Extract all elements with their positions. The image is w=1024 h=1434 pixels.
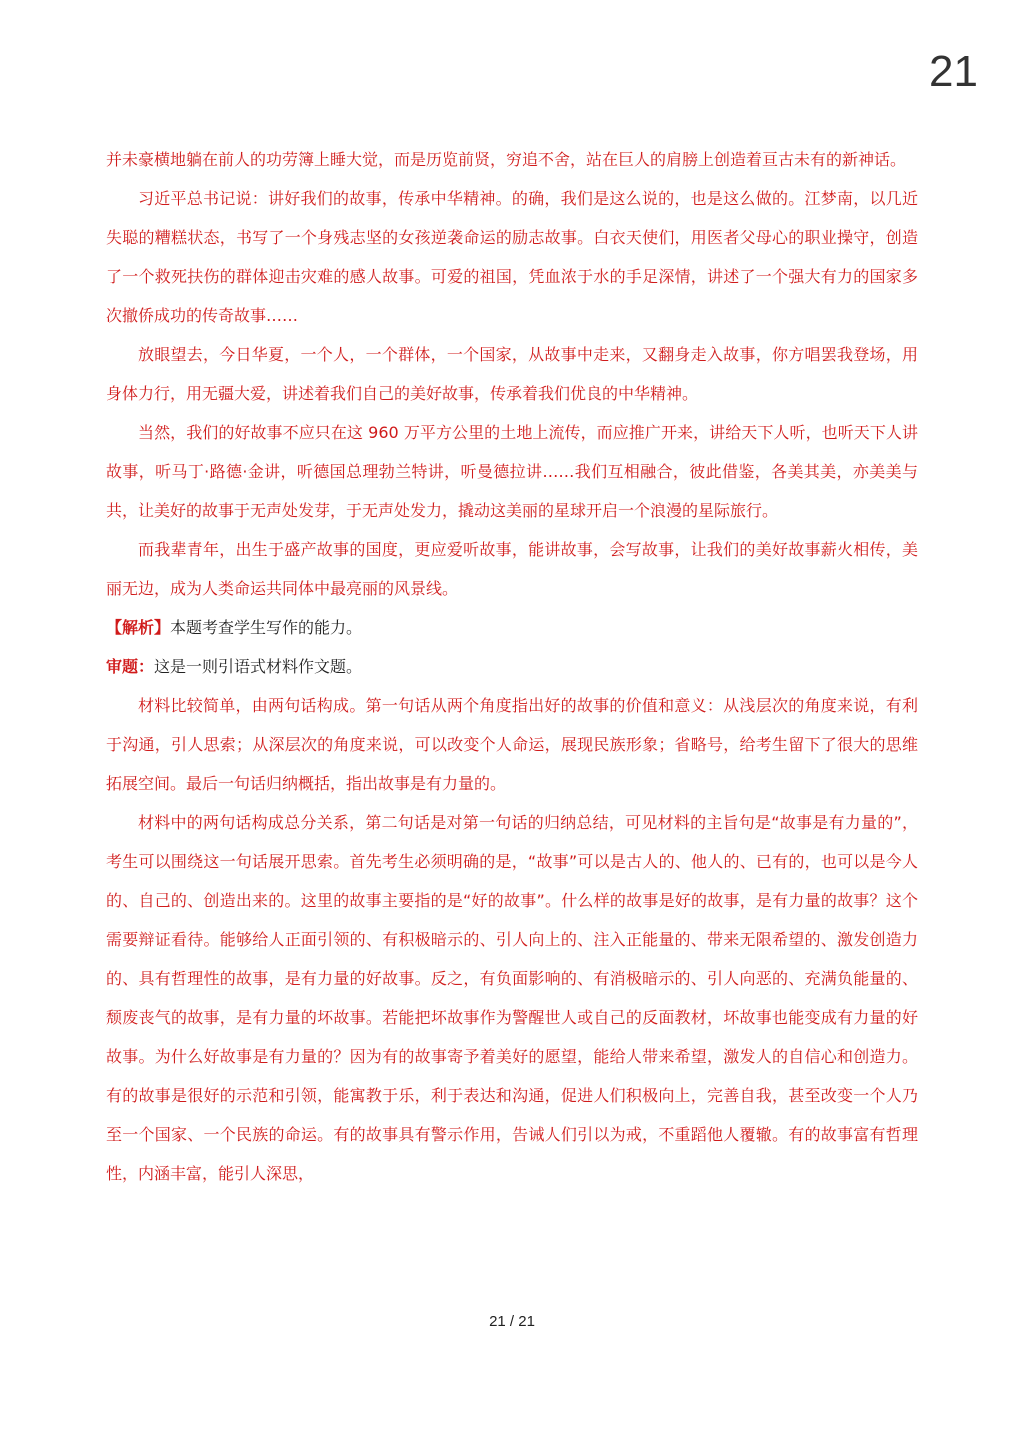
review-line [106, 647, 918, 686]
essay-paragraph-1: 并未豪横地躺在前人的功劳簿上睡大觉，而是历览前贤，穷追不舍，站在巨人的肩膀上创造着亘古未有的新神话。 [106, 150, 907, 169]
page-indicator: 21 / 21 [489, 1313, 535, 1330]
explanation-paragraph-2: 材料中的两句话构成总分关系，第二句话是对第一句话的归纳总结，可见材料的主旨句是“故事是有力量的”，考生可以围绕这一句话展开思索。首先考生必须明确的是，“故事”可以是古人的、他人的、已有的，也可以是今人的、自己的、创造出来的。这里的故事主要指的是“好的故事”。什么样的故事是好的故事，是有力量的故事？这个需要辩证看待。能够给人正面引领的、有积极暗示的、引人向上的、注入正能量的、带来无限希望的、激发创造力的、具有哲理性的故事，是有力量的好故事。反之，有负面影响的、有消极暗示的、引人向恶的、充满负能量的、颓废丧气的故事，是有力量的坏故事。若能把坏故事作为警醒世人或自己的反面教材，坏故事也能变成有力量的好故事。为什么好故事是有力量的？因为有的故事寄予着美好的愿望，能给人带来希望，激发人的自信心和创造力。有的故事是很好的示范和引领，能寓教于乐，利于表达和沟通，促进人们积极向上，完善自我，甚至改变一个人乃至一个国家、一个民族的命运。有的故事具有警示作用，告诫人们引以为戒，不重蹈他人覆辙。有的故事富有哲理性，内涵丰富，能引人深思， [106, 813, 918, 1183]
essay-paragraph-3: 放眼望去，今日华夏，一个人，一个群体，一个国家，从故事中走来，又翻身走入故事，你方唱罢我登场，用身体力行，用无疆大爱，讲述着我们自己的美好故事，传承着我们优良的中华精神。 [106, 345, 918, 403]
analysis-line [106, 608, 918, 647]
essay-paragraph-5: 而我辈青年，出生于盛产故事的国度，更应爱听故事，能讲故事，会写故事，让我们的美好故事薪火相传，美丽无边，成为人类命运共同体中最亮丽的风景线。 [106, 540, 918, 598]
review-label: 审题： [106, 657, 155, 676]
document-body [106, 140, 918, 1193]
review-text: 这是一则引语式材料作文题。 [154, 657, 363, 676]
analysis-text: 本题考查学生写作的能力。 [170, 618, 363, 637]
essay-paragraph-4: 当然，我们的好故事不应只在这 960 万平方公里的土地上流传，而应推广开来，讲给天下人听，也听天下人讲故事，听马丁·路德·金讲，听德国总理勃兰特讲，听曼德拉讲……我们互相融合，彼此借鉴，各美其美，亦美美与共，让美好的故事于无声处发芽，于无声处发力，撬动这美丽的星球开启一个浪漫的星际旅行。 [106, 423, 918, 520]
analysis-label: 【解析】 [106, 618, 171, 637]
page-number-badge: 21 [929, 47, 978, 96]
explanation-paragraph-1: 材料比较简单，由两句话构成。第一句话从两个角度指出好的故事的价值和意义：从浅层次的角度来说，有利于沟通，引人思索；从深层次的角度来说，可以改变个人命运，展现民族形象；省略号，给考生留下了很大的思维拓展空间。最后一句话归纳概括，指出故事是有力量的。 [106, 696, 918, 793]
essay-paragraph-2: 习近平总书记说：讲好我们的故事，传承中华精神。的确，我们是这么说的，也是这么做的。江梦南，以几近失聪的糟糕状态，书写了一个身残志坚的女孩逆袭命运的励志故事。白衣天使们，用医者父母心的职业操守，创造了一个救死扶伤的群体迎击灾难的感人故事。可爱的祖国，凭血浓于水的手足深情，讲述了一个强大有力的国家多次撤侨成功的传奇故事…… [106, 189, 918, 325]
